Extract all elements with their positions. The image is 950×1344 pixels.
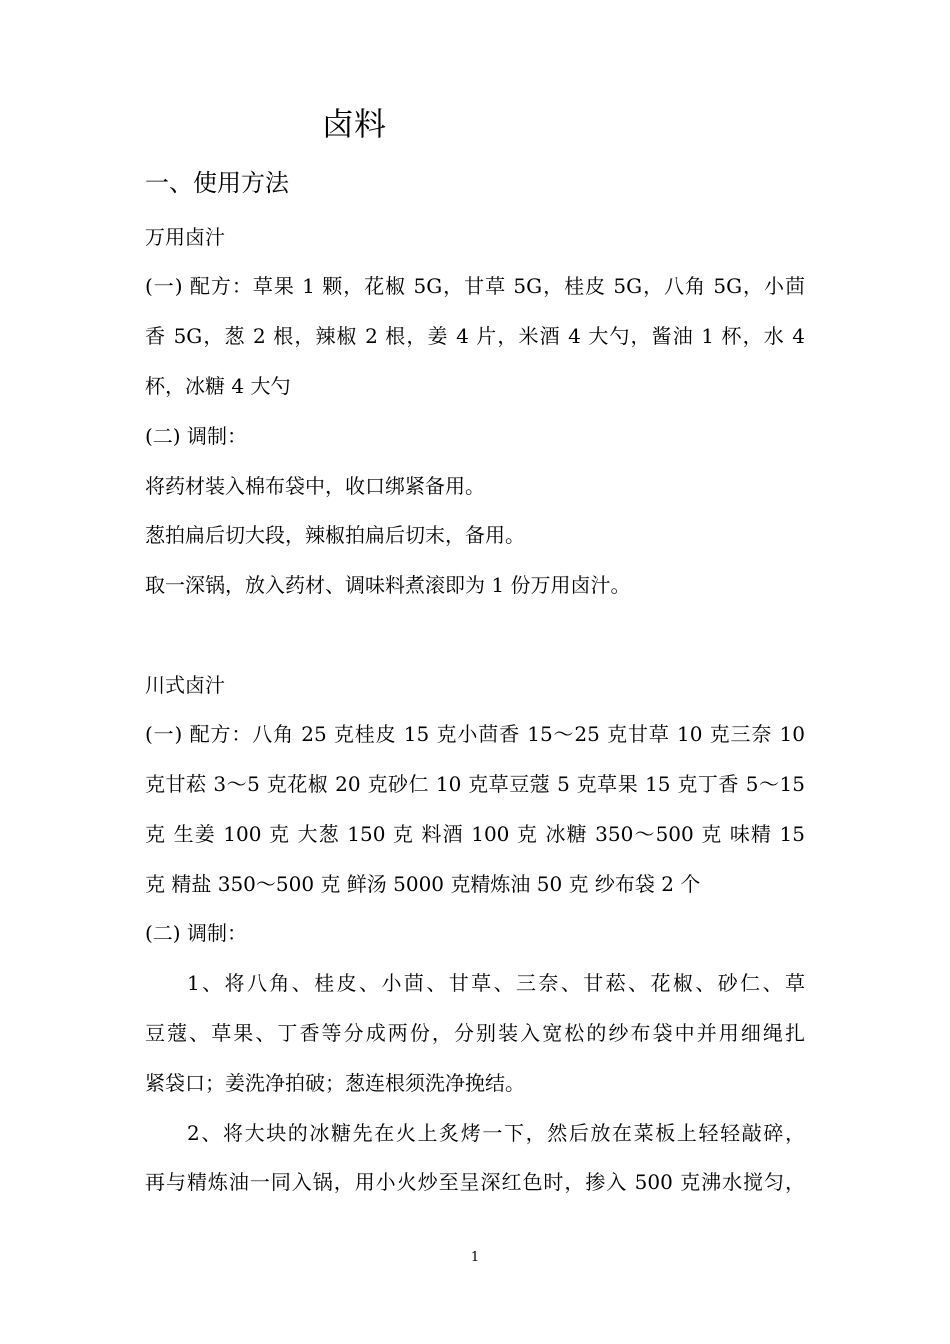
- chuanshi-heading: 川式卤汁: [145, 673, 225, 697]
- chuanshi-recipe-line: 克 精盐 350～500 克 鲜汤 5000 克精炼油 50 克 纱布袋 2 个: [145, 872, 701, 896]
- chuanshi-step1-line: 豆蔻、草果、丁香等分成两份，分别装入宽松的纱布袋中并用细绳扎: [145, 1021, 805, 1045]
- chuanshi-step2-line: 再与精炼油一同入锅，用小火炒至呈深红色时，掺入 500 克沸水搅匀，: [145, 1170, 805, 1194]
- chuanshi-recipe-line: 克甘菘 3～5 克花椒 20 克砂仁 10 克草豆蔻 5 克草果 15 克丁香 5～15: [145, 772, 805, 796]
- wanyong-step: 将药材装入棉布袋中，收口绑紧备用。: [145, 474, 485, 498]
- page-number: 1: [470, 1250, 480, 1265]
- chuanshi-method-heading: (二) 调制：: [145, 921, 247, 945]
- section-heading: 一、使用方法: [145, 169, 289, 197]
- chuanshi-step2-line: 2、将大块的冰糖先在火上炙烤一下，然后放在菜板上轻轻敲碎，: [187, 1121, 805, 1145]
- chuanshi-recipe-line: 克 生姜 100 克 大葱 150 克 料酒 100 克 冰糖 350～500 克 味精 15: [145, 822, 805, 846]
- wanyong-recipe-line: 杯，冰糖 4 大勺: [145, 374, 291, 398]
- wanyong-step: 取一深锅，放入药材、调味料煮滚即为 1 份万用卤汁。: [145, 573, 631, 597]
- chuanshi-step1-line: 1、将八角、桂皮、小茴、甘草、三奈、甘菘、花椒、砂仁、草: [187, 971, 805, 995]
- chuanshi-recipe-line: (一) 配方：八角 25 克桂皮 15 克小茴香 15～25 克甘草 10 克三奈 10: [145, 722, 805, 746]
- wanyong-heading: 万用卤汁: [145, 225, 225, 249]
- page-title: 卤料: [322, 105, 387, 143]
- chuanshi-step1-line: 紧袋口；姜洗净拍破；葱连根须洗净挽结。: [145, 1071, 525, 1095]
- wanyong-method-heading: (二) 调制：: [145, 424, 247, 448]
- wanyong-recipe-line: 香 5G，葱 2 根，辣椒 2 根，姜 4 片，米酒 4 大勺，酱油 1 杯，水 4: [145, 324, 805, 348]
- wanyong-recipe-line: (一) 配方：草果 1 颗，花椒 5G，甘草 5G，桂皮 5G，八角 5G，小茴: [145, 274, 805, 298]
- wanyong-step: 葱拍扁后切大段，辣椒拍扁后切末，备用。: [145, 523, 525, 547]
